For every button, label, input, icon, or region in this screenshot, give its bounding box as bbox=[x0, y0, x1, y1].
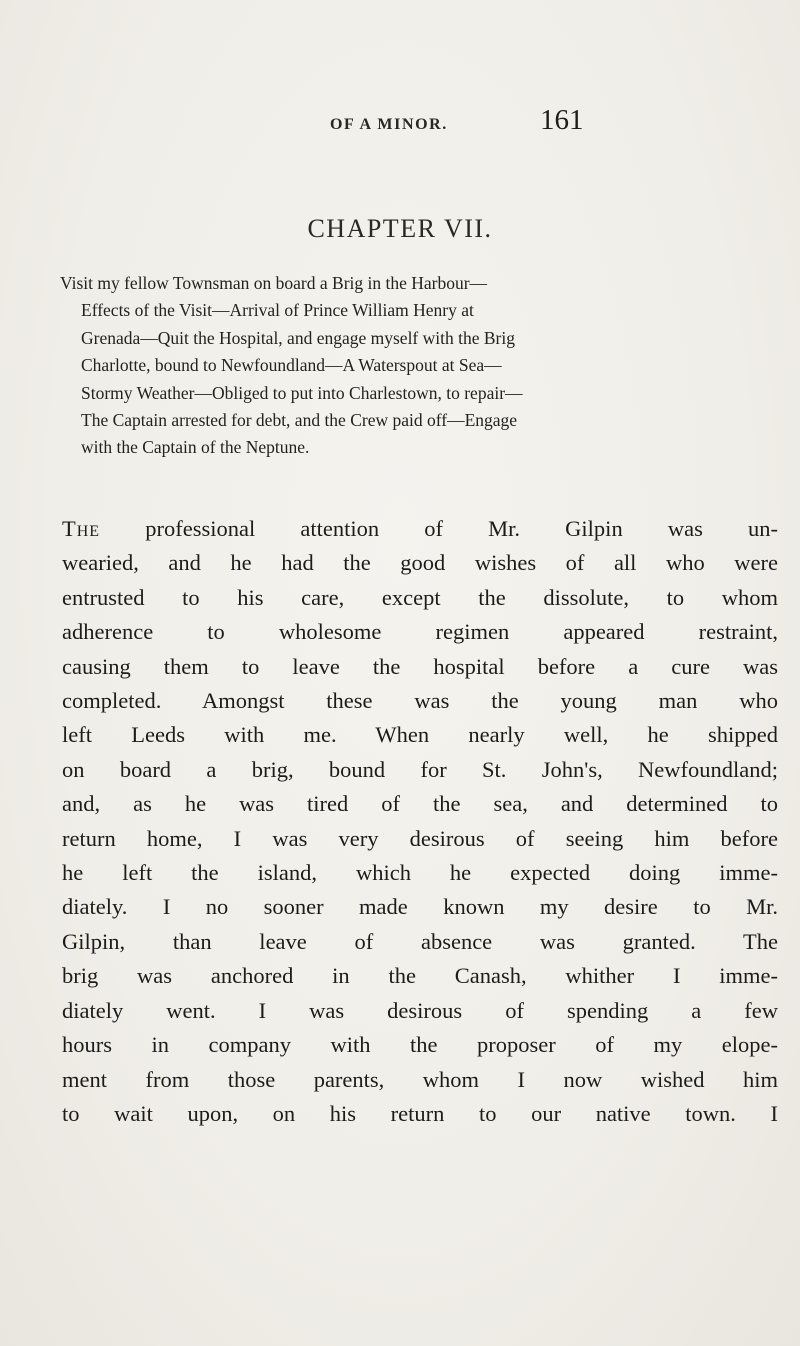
body-line: left Leeds with me. When nearly well, he shipped bbox=[62, 722, 778, 748]
body-line: hours in company with the proposer of my elope- bbox=[62, 1032, 778, 1058]
synopsis-line: with the Captain of the Neptune. bbox=[81, 437, 310, 458]
body-line: completed. Amongst these was the young man who bbox=[62, 688, 778, 714]
synopsis-line: Visit my fellow Townsman on board a Brig in the Harbour— bbox=[60, 273, 488, 293]
chapter-synopsis bbox=[60, 270, 776, 462]
page-number: 161 bbox=[540, 104, 584, 136]
body-line: brig was anchored in the Canash, whither I imme- bbox=[62, 963, 778, 989]
synopsis-line: Effects of the Visit—Arrival of Prince William Henry at bbox=[81, 300, 474, 321]
body-line: adherence to wholesome regimen appeared restraint, bbox=[62, 619, 778, 645]
synopsis-line: Grenada—Quit the Hospital, and engage myself with the Brig bbox=[81, 327, 515, 348]
body-line: wearied, and he had the good wishes of all who were bbox=[62, 550, 778, 576]
body-line: he left the island, which he expected doing imme- bbox=[62, 860, 778, 886]
body-line: entrusted to his care, except the dissolute, to whom bbox=[62, 584, 778, 610]
body-line: on board a brig, bound for St. John's, Newfoundland; bbox=[62, 756, 778, 782]
running-head bbox=[0, 104, 800, 144]
body-line: and, as he was tired of the sea, and determined to bbox=[62, 791, 778, 817]
body-line: diately went. I was desirous of spending a few bbox=[62, 997, 778, 1023]
opening-word: The bbox=[62, 516, 101, 541]
synopsis-line: Stormy Weather—Obliged to put into Charlestown, to repair— bbox=[81, 382, 523, 403]
body-line: to wait upon, on his return to our native town. I bbox=[62, 1100, 778, 1126]
synopsis-line: The Captain arrested for debt, and the Crew paid off—Engage bbox=[81, 410, 518, 431]
synopsis-line: Charlotte, bound to Newfoundland—A Waterspout at Sea— bbox=[81, 355, 502, 376]
running-title: OF A MINOR. bbox=[330, 116, 448, 133]
body-line: causing them to leave the hospital before a cure was bbox=[62, 653, 778, 679]
chapter-title: CHAPTER VII. bbox=[307, 214, 493, 243]
body-line bbox=[62, 512, 778, 546]
body-line: Gilpin, than leave of absence was granted. The bbox=[62, 928, 778, 954]
body-line-text: professional attention of Mr. Gilpin was un- bbox=[100, 516, 778, 541]
body-line: ment from those parents, whom I now wished him bbox=[62, 1066, 778, 1092]
body-paragraph bbox=[62, 512, 778, 1131]
body-line: diately. I no sooner made known my desire to Mr. bbox=[62, 894, 778, 920]
body-line: return home, I was very desirous of seeing him before bbox=[62, 825, 778, 851]
